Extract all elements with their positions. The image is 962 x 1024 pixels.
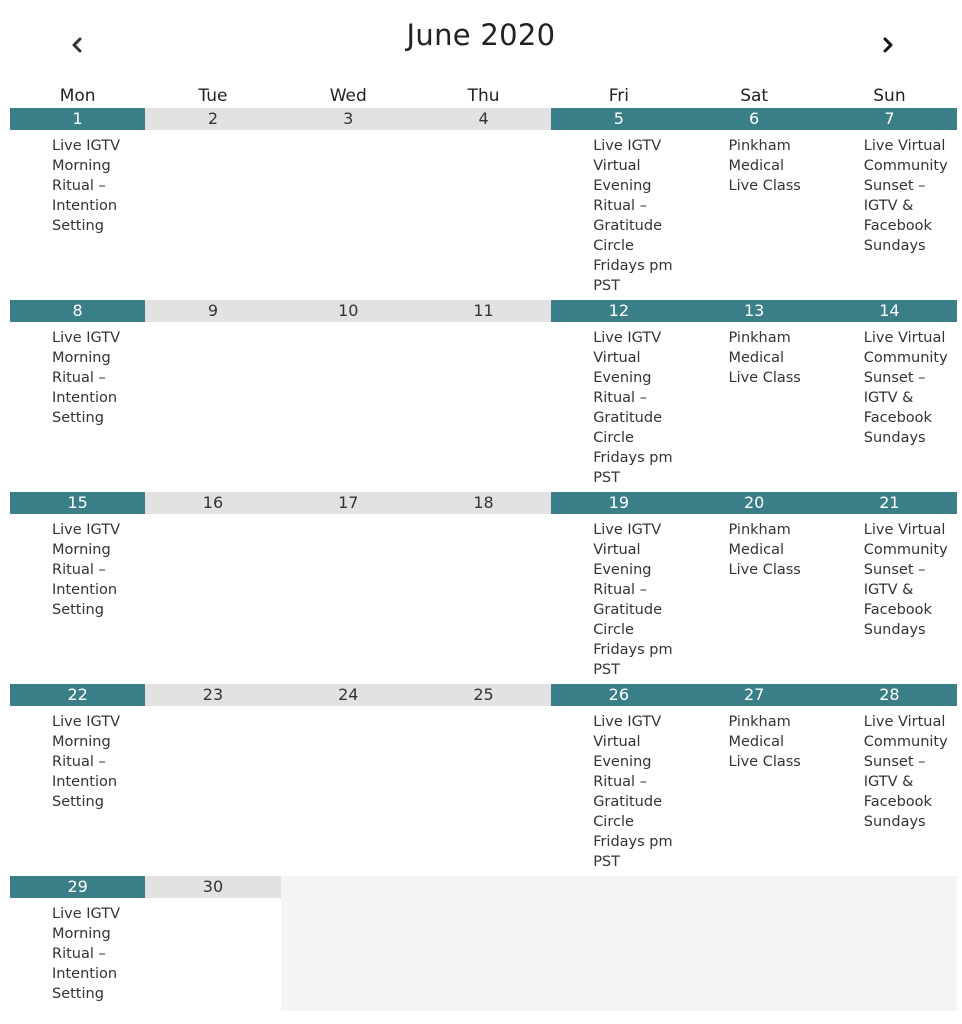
day-number: 7	[822, 108, 957, 130]
calendar-grid	[10, 84, 957, 1011]
event-list	[822, 322, 957, 448]
day-number: 2	[145, 108, 280, 130]
day-cell[interactable]	[686, 492, 821, 684]
day-cell[interactable]	[10, 492, 145, 684]
day-number: 1	[10, 108, 145, 130]
day-cell[interactable]	[551, 108, 686, 300]
event-link[interactable]: Pinkham Medical Live Class	[728, 330, 801, 386]
empty-day-cell	[416, 876, 551, 1011]
day-cell[interactable]	[145, 300, 280, 492]
event-link[interactable]: Live Virtual Community Sunset – IGTV & Facebook Sundays	[863, 138, 948, 254]
day-number: 27	[686, 684, 821, 706]
empty-day-cell	[281, 876, 416, 1011]
day-cell[interactable]	[416, 684, 551, 876]
day-cell[interactable]	[822, 492, 957, 684]
day-number: 30	[145, 876, 280, 898]
event-link[interactable]: Live IGTV Morning Ritual – Intention Setting	[52, 522, 120, 618]
weekday-label: Thu	[467, 86, 500, 106]
day-number: 5	[551, 108, 686, 130]
event-link[interactable]: Pinkham Medical Live Class	[728, 714, 801, 770]
event-list	[551, 514, 686, 680]
day-number: 16	[145, 492, 280, 514]
day-number: 15	[10, 492, 145, 514]
event-list	[686, 514, 821, 580]
event-list	[10, 514, 145, 620]
day-number	[822, 876, 957, 898]
day-cell[interactable]	[10, 108, 145, 300]
day-number: 6	[686, 108, 821, 130]
day-cell[interactable]	[281, 108, 416, 300]
day-cell[interactable]	[416, 492, 551, 684]
weekday-header-row	[10, 84, 957, 108]
event-link[interactable]: Live IGTV Virtual Evening Ritual – Gratitude Circle Fridays pm PST	[593, 138, 673, 294]
empty-day-cell	[822, 876, 957, 1011]
event-list	[822, 130, 957, 256]
event-list	[822, 514, 957, 640]
day-cell[interactable]	[822, 300, 957, 492]
calendar-week-row	[10, 492, 957, 684]
day-number: 18	[416, 492, 551, 514]
event-list	[10, 322, 145, 428]
day-number: 11	[416, 300, 551, 322]
day-number: 23	[145, 684, 280, 706]
weekday-label: Mon	[59, 86, 96, 106]
day-cell[interactable]	[10, 684, 145, 876]
next-month-button[interactable]	[873, 30, 903, 60]
event-link[interactable]: Live Virtual Community Sunset – IGTV & Facebook Sundays	[863, 522, 948, 638]
day-number: 9	[145, 300, 280, 322]
event-link[interactable]: Live IGTV Morning Ritual – Intention Setting	[52, 330, 120, 426]
day-cell[interactable]	[551, 684, 686, 876]
day-cell[interactable]	[281, 492, 416, 684]
day-number: 22	[10, 684, 145, 706]
day-number: 12	[551, 300, 686, 322]
empty-day-cell	[686, 876, 821, 1011]
weekday-label: Sat	[740, 86, 769, 106]
event-list	[10, 706, 145, 812]
weekday-label: Sun	[873, 86, 906, 106]
day-cell[interactable]	[551, 300, 686, 492]
event-link[interactable]: Live IGTV Morning Ritual – Intention Setting	[52, 714, 120, 810]
day-cell[interactable]	[145, 684, 280, 876]
month-title: June 2020	[406, 18, 556, 52]
day-number: 10	[281, 300, 416, 322]
day-cell[interactable]	[145, 108, 280, 300]
event-link[interactable]: Pinkham Medical Live Class	[728, 522, 801, 578]
event-link[interactable]: Live IGTV Morning Ritual – Intention Setting	[52, 906, 120, 1002]
weekday-label: Wed	[329, 86, 367, 106]
day-cell[interactable]	[686, 684, 821, 876]
day-cell[interactable]	[416, 108, 551, 300]
calendar-week-row	[10, 300, 957, 492]
day-number: 3	[281, 108, 416, 130]
calendar-week-row	[10, 876, 957, 1011]
event-list	[551, 706, 686, 872]
day-cell[interactable]	[686, 108, 821, 300]
weekday-label: Tue	[198, 86, 228, 106]
day-cell[interactable]	[822, 108, 957, 300]
event-list	[551, 322, 686, 488]
day-number: 17	[281, 492, 416, 514]
day-number: 13	[686, 300, 821, 322]
event-link[interactable]: Live IGTV Morning Ritual – Intention Setting	[52, 138, 120, 234]
calendar-header	[0, 0, 962, 80]
day-number: 24	[281, 684, 416, 706]
event-list	[551, 130, 686, 296]
day-cell[interactable]	[281, 300, 416, 492]
day-cell[interactable]	[145, 492, 280, 684]
day-cell[interactable]	[686, 300, 821, 492]
day-cell[interactable]	[822, 684, 957, 876]
calendar-week-row	[10, 108, 957, 300]
day-number	[281, 876, 416, 898]
day-number: 14	[822, 300, 957, 322]
day-cell[interactable]	[145, 876, 280, 1011]
day-cell[interactable]	[551, 492, 686, 684]
day-cell[interactable]	[10, 876, 145, 1011]
event-link[interactable]: Live IGTV Virtual Evening Ritual – Gratitude Circle Fridays pm PST	[593, 714, 673, 870]
day-cell[interactable]	[10, 300, 145, 492]
event-link[interactable]: Live Virtual Community Sunset – IGTV & Facebook Sundays	[863, 714, 948, 830]
event-list	[686, 130, 821, 196]
day-number	[551, 876, 686, 898]
day-cell[interactable]	[416, 300, 551, 492]
day-number	[686, 876, 821, 898]
weekday-label: Fri	[608, 86, 629, 106]
day-number: 29	[10, 876, 145, 898]
day-number: 8	[10, 300, 145, 322]
day-number	[416, 876, 551, 898]
event-list	[686, 322, 821, 388]
day-number: 28	[822, 684, 957, 706]
event-link[interactable]: Live IGTV Virtual Evening Ritual – Gratitude Circle Fridays pm PST	[593, 522, 673, 678]
empty-day-cell	[551, 876, 686, 1011]
day-number: 19	[551, 492, 686, 514]
event-link[interactable]: Live Virtual Community Sunset – IGTV & Facebook Sundays	[863, 330, 948, 446]
calendar-week-row	[10, 684, 957, 876]
day-number: 20	[686, 492, 821, 514]
event-link[interactable]: Pinkham Medical Live Class	[728, 138, 801, 194]
event-list	[10, 130, 145, 236]
day-number: 21	[822, 492, 957, 514]
event-link[interactable]: Live IGTV Virtual Evening Ritual – Gratitude Circle Fridays pm PST	[593, 330, 673, 486]
day-cell[interactable]	[281, 684, 416, 876]
day-number: 4	[416, 108, 551, 130]
event-list	[822, 706, 957, 832]
event-list	[686, 706, 821, 772]
day-number: 25	[416, 684, 551, 706]
event-list	[10, 898, 145, 1004]
chevron-right-icon	[881, 36, 895, 54]
day-number: 26	[551, 684, 686, 706]
